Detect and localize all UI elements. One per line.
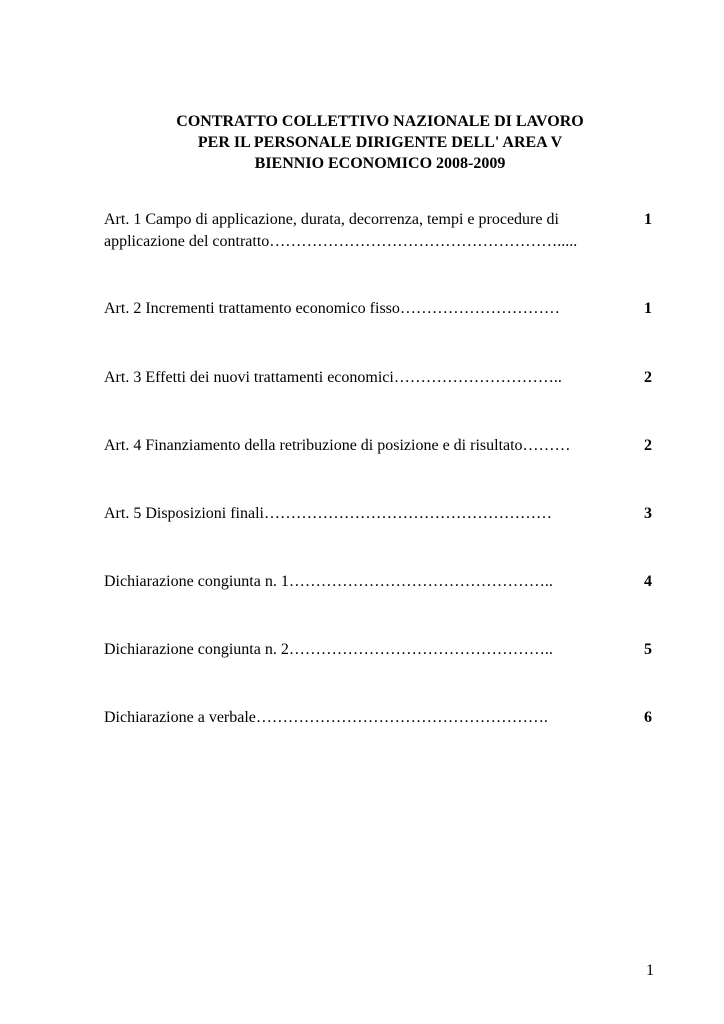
toc-entry-art-3 <box>104 367 652 389</box>
toc-entry-dichiarazione-2 <box>104 639 652 661</box>
title-line-1: CONTRATTO COLLETTIVO NAZIONALE DI LAVORO <box>176 113 584 130</box>
toc-entry-dichiarazione-1 <box>104 571 652 593</box>
page-number: 1 <box>646 962 654 979</box>
title-line-3: BIENNIO ECONOMICO 2008-2009 <box>254 155 506 172</box>
toc-entry-title: Art. 2 Incrementi trattamento economico fisso………………………… <box>104 300 560 317</box>
toc-entry-art-1 <box>104 209 652 253</box>
toc-entry-page: 1 <box>644 300 652 317</box>
toc-entry-title: Art. 1 Campo di applicazione, durata, decorrenza, tempi e procedure di <box>104 211 559 228</box>
toc-entry-page: 2 <box>644 369 652 386</box>
toc-entry-title: Dichiarazione congiunta n. 2………………………………………….. <box>104 641 553 658</box>
toc-entry-page: 1 <box>644 211 652 228</box>
toc-entry-title: Dichiarazione congiunta n. 1………………………………………….. <box>104 573 553 590</box>
toc-entry-page: 4 <box>644 573 652 590</box>
toc-entry-dichiarazione-verbale <box>104 707 652 729</box>
toc-entry-art-5 <box>104 503 652 525</box>
toc-entry-title-continued: applicazione del contratto………………………………………………..... <box>104 233 578 250</box>
toc-entry-page: 3 <box>644 505 652 522</box>
toc-entry-title: Art. 4 Finanziamento della retribuzione di posizione e di risultato……… <box>104 437 571 454</box>
document-title <box>0 111 724 174</box>
toc-entry-title: Art. 5 Disposizioni finali……………………………………………… <box>104 505 552 522</box>
toc-entry-title: Art. 3 Effetti dei nuovi trattamenti economici………………………….. <box>104 369 562 386</box>
toc-entry-title: Dichiarazione a verbale………………………………………………. <box>104 709 548 726</box>
toc-entry-page: 6 <box>644 709 652 726</box>
toc-entry-page: 2 <box>644 437 652 454</box>
title-line-2: PER IL PERSONALE DIRIGENTE DELL' AREA V <box>197 134 563 151</box>
toc-entry-art-2 <box>104 298 652 320</box>
toc-entry-art-4 <box>104 435 652 457</box>
toc-entry-page: 5 <box>644 641 652 658</box>
